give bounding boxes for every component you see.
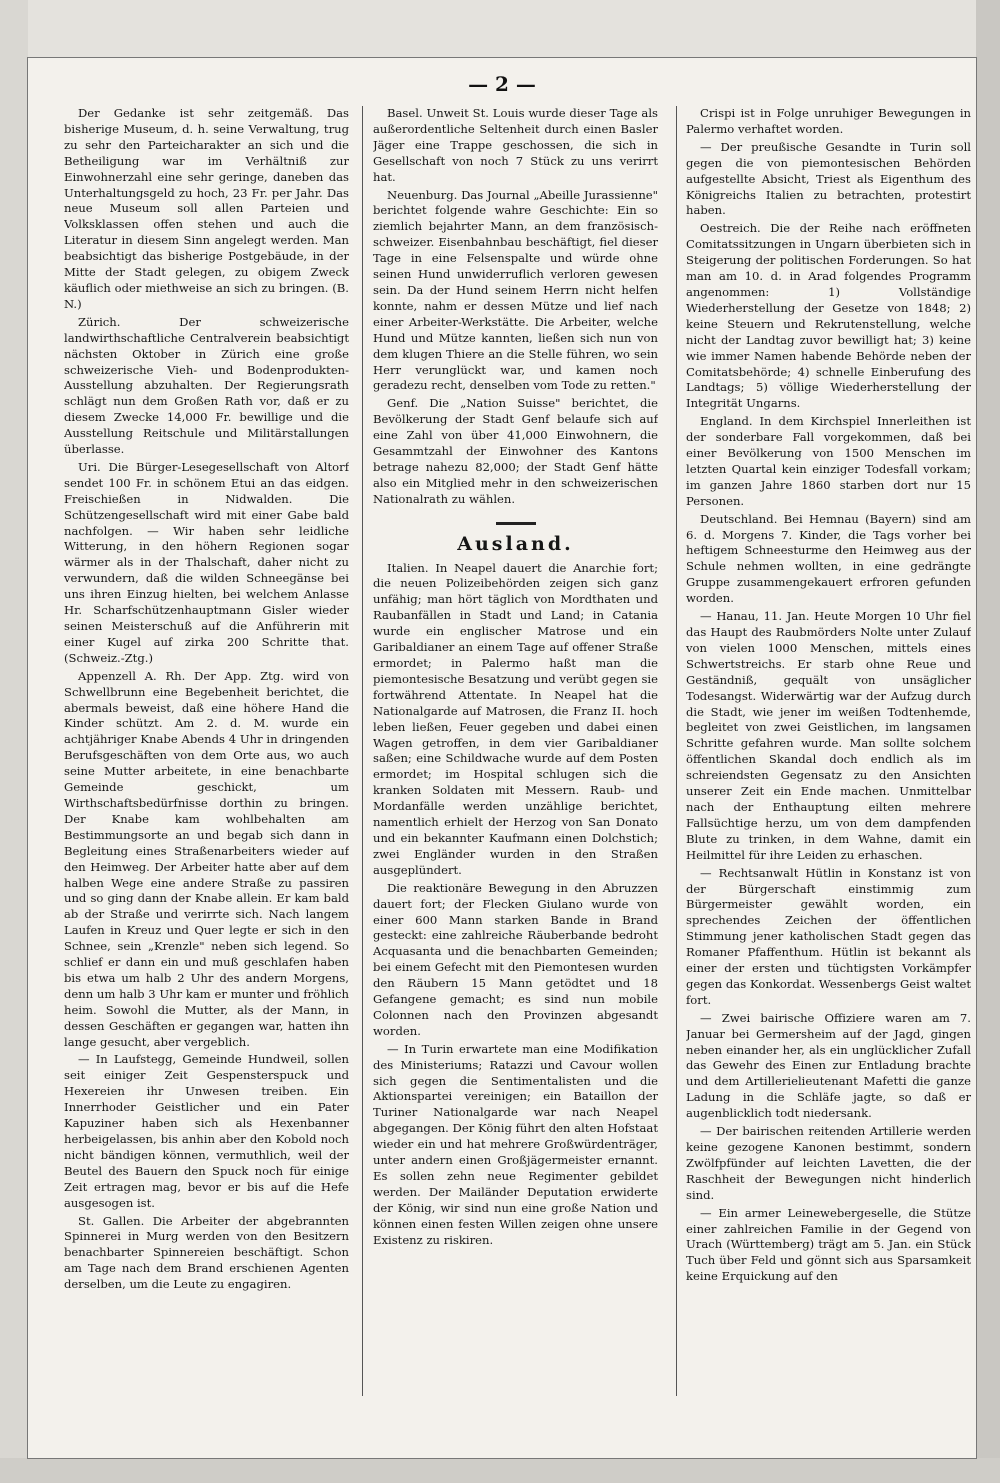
article-artillerie: — Der bairischen reitenden Artillerie werden keine gezogene Kanonen bestimmt, sondern Zwölfpfünder auf leichten Lavetten, die der Raschheit der Bewegungen nicht hinderlich sind. bbox=[686, 1124, 971, 1202]
article-leinewebergeselle: — Ein armer Leinewebergeselle, die Stütze einer zahlreichen Familie in der Gegend von Urach (Württemberg) trägt am 5. Jan. ein Stück Tuch über Feld und gönnt sich aus Sparsamkeit keine Erquickung auf den bbox=[686, 1205, 971, 1284]
article-appenzell: Appenzell A. Rh. Der App. Ztg. wird von Schwellbrunn eine Begebenheit berichtet, die abermals beweist, daß eine höhere Hand die Kinder schützt. Am 2. d. M. wurde ein achtjähriger Knabe Abends 4 Uhr in dringenden Berufsgeschäften von dem Orte aus, wo auch seine Mutter arbeitete, in eine benachbarte Gemeinde geschickt, um Wirthschaftsbedürfnisse dorthin zu bringen. Der Knabe kam wohlbehalten am Bestimmungsorte an und begab sich dann in Begleitung eines Straßenarbeiters wieder auf den Heimweg. Der Arbeiter hatte aber auf dem halben Wege eine andere Straße zu passiren und so ging dann der Knabe allein. Er kam bald ab der Straße und verirrte sich. Nach langem Laufen in Kreuz und Quer legte er sich in den Schnee, sein „Krenzle" neben sich legend. So schlief er dann ein und muß geschlafen haben bis etwa um halb 2 Uhr des andern Morgens, denn um halb 3 Uhr kam er munter und fröhlich heim. Sowohl die Mutter, als der Mann, in dessen Geschäften er gegangen war, hatten ihn lange gesucht, aber vergeblich. bbox=[64, 668, 349, 1049]
article-abruzzen: Die reaktionäre Bewegung in den Abruzzen dauert fort; der Flecken Giulano wurde von einer 600 Mann starken Bande in Brand gesteckt: eine zahlreiche Räuberbande bedroht Acquasanta und die benachbarten Gemeinden; bei einem Gefecht mit den Piemontesen wurden den Räubern 15 Mann getödtet und 18 Gefangene gemacht; es sind nun mobile Colonnen nach den Provinzen abgesandt worden. bbox=[373, 880, 658, 1038]
article-preussischer-gesandter: — Der preußische Gesandte in Turin soll gegen die von piemontesischen Behörden aufgestellte Absicht, Triest als Eigenthum des Königreichs Italien zu betrachten, protestirt haben. bbox=[686, 139, 971, 218]
article-uri: Uri. Die Bürger-Lesegesellschaft von Altorf sendet 100 Fr. in schönem Etui an das eidgen. Freischießen in Nidwalden. Die Schützengesellschaft wird mit einer Gabe bald nachfolgen. — Wir haben sehr leidliche Witterung, in den höhern Regionen sogar wärmer als in der Thalschaft, daher nicht zu verwundern, daß die wilden Schneegänse bei uns ihren Einzug hielten, bei welchem Anlasse Hr. Scharfschützenhauptmann Gisler wieder seinen Meisterschuß auf die Anführerin mit einer Kugel auf zirka 200 Schritte that. (Schweiz.-Ztg.) bbox=[64, 459, 349, 665]
article-museum: Der Gedanke ist sehr zeitgemäß. Das bisherige Museum, d. h. seine Verwaltung, trug zu sehr den Parteicharakter an sich und die Betheiligung war im Verhältniß zur Einwohnerzahl eine sehr geringe, daneben das Unterhaltungsgeld zu hoch, 23 Fr. per Jahr. Das neue Museum soll allen Parteien und Volksklassen offen stehen und auch die Literatur in diesem Sinn angelegt werden. Man beabsichtigt das bisherige Postgebäude, in der Mitte der Stadt gelegen, zu obigem Zweck käuflich oder miethweise an sich zu bringen. (B. N.) bbox=[64, 106, 349, 311]
article-huetlin: — Rechtsanwalt Hütlin in Konstanz ist von der Bürgerschaft einstimmig zum Bürgermeister gewählt worden, ein sprechendes Zeichen der öffentlichen Stimmung jener katholischen Stadt gegen das Romaner Pfaffenthum. Hütlin ist bekannt als einer der ersten und tüchtigsten Vorkämpfer gegen das Konkordat. Wessenbergs Geist waltet fort. bbox=[686, 865, 971, 1007]
column-1 bbox=[64, 106, 349, 1446]
scan-left-margin bbox=[0, 0, 28, 1483]
article-italien: Italien. In Neapel dauert die Anarchie fort; die neuen Polizeibehörden zeigen sich ganz unfähig; man hört täglich von Mordthaten und Raubanfällen in Stadt und Land; in Catania wurde ein englischer Matrose und ein Garibaldianer an einem Tage auf offener Straße ermordet; in Palermo haßt man die piemontesische Besatzung und verübt gegen sie fortwährend Attentate. In Neapel hat die Nationalgarde auf Matrosen, die Franz II. hoch leben ließen, Feuer gegeben und dabei einen Wagen getroffen, in dem vier Garibaldianer saßen; eine Schildwache wurde auf dem Posten ermordet; im Hospital schlugen sich die kranken Soldaten mit Messern. Raub- und Mordanfälle werden unzählige berichtet, namentlich erhielt der Herzog von San Donato und ein bekannter Kaufmann einen Dolchstich; zwei Engländer wurden in den Straßen ausgeplündert. bbox=[373, 560, 658, 877]
article-laufstegg: — In Laufstegg, Gemeinde Hundweil, sollen seit einiger Zeit Gespensterspuck und Hexereien ihr Unwesen treiben. Ein Innerrhoder Geistlicher und ein Pater Kapuziner haben sich als Hexenbanner herbeigelassen, bis anhin aber den Kobold noch nicht bändigen können, vermuthlich, weil der Beutel des Bauern den Spuck noch für einige Zeit ertragen mag, bevor er bis auf die Hefe ausgesogen ist. bbox=[64, 1052, 349, 1210]
section-heading-ausland: Ausland. bbox=[457, 532, 574, 555]
column-rule-2 bbox=[676, 106, 677, 1396]
article-england: England. In dem Kirchspiel Innerleithen ist der sonderbare Fall vorgekommen, daß bei einer Bevölkerung von 1500 Menschen im letzten Quartal kein einziger Todesfall vorkam; im ganzen Jahre 1860 starben dort nur 15 Personen. bbox=[686, 414, 971, 508]
article-neuenburg: Neuenburg. Das Journal „Abeille Jurassienne" berichtet folgende wahre Geschichte: Ein so ziemlich bejahrter Mann, an dem französisch-schweizer. Eisenbahnbau beschäftigt, fiel dieser Tage in eine Felsenspalte und würde ohne seinen Hund unwiderruflich verloren gewesen sein. Da der Hund seinem Herrn nicht helfen konnte, nahm er dessen Mütze und lief nach einer Arbeiter-Werkstätte. Die Arbeiter, welche Hund und Mütze kannten, ließen sich nun von dem klugen Thiere an die Stelle führen, wo sein Herr verunglückt war, und kamen noch geradezu recht, denselben vom Tode zu retten." bbox=[373, 187, 658, 393]
article-deutschland: Deutschland. Bei Hemnau (Bayern) sind am 6. d. Morgens 7. Kinder, die Tags vorher bei heftigem Schneesturme den Heimweg aus der Schule nehmen wollten, in eine gedrängte Gruppe zusammengekauert erfroren gefunden worden. bbox=[686, 511, 971, 606]
article-crispi: Crispi ist in Folge unruhiger Bewegungen in Palermo verhaftet worden. bbox=[686, 106, 971, 136]
article-turin: — In Turin erwartete man eine Modifikation des Ministeriums; Ratazzi und Cavour wollen sich gegen die Sentimentalisten und die Aktionspartei vereinigen; ein Bataillon der Turiner Nationalgarde war nach Neapel abgegangen. Der König führt den alten Hofstaat wieder ein und hat mehrere Großwürdenträger, unter andern einen Großjägermeister ernannt. Es sollen zehn neue Regimenter gebildet werden. Der Mailänder Deputation erwiderte der König, wir sind nun eine große Nation und können einen festen Willen zeigen ohne unsere Existenz zu riskiren. bbox=[373, 1041, 658, 1247]
column-3 bbox=[686, 106, 971, 1446]
scan-right-margin bbox=[976, 0, 1000, 1483]
scan-top-margin bbox=[0, 0, 1000, 58]
newspaper-page bbox=[28, 58, 976, 1458]
scan-bottom-margin bbox=[0, 1458, 1000, 1483]
article-offiziere: — Zwei bairische Offiziere waren am 7. Januar bei Germersheim auf der Jagd, gingen neben einander her, als ein unglücklicher Zufall das Gewehr des Einen zur Entladung brachte und dem Artillerielieutenant Mafetti die ganze Ladung in die Schläfe jagte, so daß er augenblicklich todt niedersank. bbox=[686, 1010, 971, 1121]
column-rule-1 bbox=[362, 106, 363, 1396]
column-2 bbox=[373, 106, 658, 1446]
article-oestreich: Oestreich. Die der Reihe nach eröffneten Comitatssitzungen in Ungarn überbieten sich in Steigerung der politischen Forderungen. So hat man am 10. d. in Arad folgendes Programm angenommen: 1) Vollständige Wiederherstellung der Gesetze von 1848; 2) keine Steuern und Rekrutenstellung, welche nicht der Landtag zuvor bewilligt hat; 3) keine wie immer Namen habende Behörde neben der Comitatsbehörde; 4) schnelle Einberufung des Landtags; 5) völlige Wiederherstellung der Integrität Ungarns. bbox=[686, 221, 971, 411]
article-st-gallen: St. Gallen. Die Arbeiter der abgebrannten Spinnerei in Murg werden von den Besitzern benachbarter Spinnereien beschäftigt. Schon am Tage nach dem Brand erschienen Agenten derselben, um die Leute zu engagiren. bbox=[64, 1213, 349, 1292]
page-number: — 2 — bbox=[468, 72, 536, 96]
section-divider bbox=[496, 522, 536, 525]
article-zuerich: Zürich. Der schweizerische landwirthschaftliche Centralverein beabsichtigt nächsten Oktober in Zürich eine große schweizerische Vieh- und Bodenprodukten-Ausstellung abzuhalten. Der Regierungsrath schlägt nun dem Großen Rath vor, daß er zu diesem Zwecke 14,000 Fr. bewillige und die Ausstellung Reitschule und Militärstallungen überlasse. bbox=[64, 314, 349, 457]
article-genf: Genf. Die „Nation Suisse" berichtet, die Bevölkerung der Stadt Genf belaufe sich auf eine Zahl von über 41,000 Einwohnern, die Gesammtzahl der Einwohner des Kantons betrage nahezu 82,000; der Stadt Genf hätte also ein Mitglied mehr in den schweizerischen Nationalrath zu wählen. bbox=[373, 396, 658, 506]
article-basel: Basel. Unweit St. Louis wurde dieser Tage als außerordentliche Seltenheit durch einen Basler Jäger eine Trappe geschossen, die sich in Gesellschaft von noch 7 Stück zu uns verirrt hat. bbox=[373, 106, 658, 184]
article-hanau: — Hanau, 11. Jan. Heute Morgen 10 Uhr fiel das Haupt des Raubmörders Nolte unter Zulauf von vielen 1000 Menschen, mittels eines Schwertstreichs. Er starb ohne Reue und Geständniß, gequält von unsäglicher Todesangst. Widerwärtig war der Aufzug durch die Stadt, wie jener im weißen Todtenhemde, begleitet von zwei Geistlichen, im langsamen Schritte gefahren wurde. Man sollte solchem öffentlichen Skandal doch endlich als im schreiendsten Gegensatz zu den Ansichten unserer Zeit ein Ende machen. Unmittelbar nach der Enthauptung eilten mehrere Fallsüchtige herzu, um von dem dampfenden Blute zu trinken, in dem Wahne, damit ein Heilmittel für ihre Leiden zu erhaschen. bbox=[686, 609, 971, 862]
